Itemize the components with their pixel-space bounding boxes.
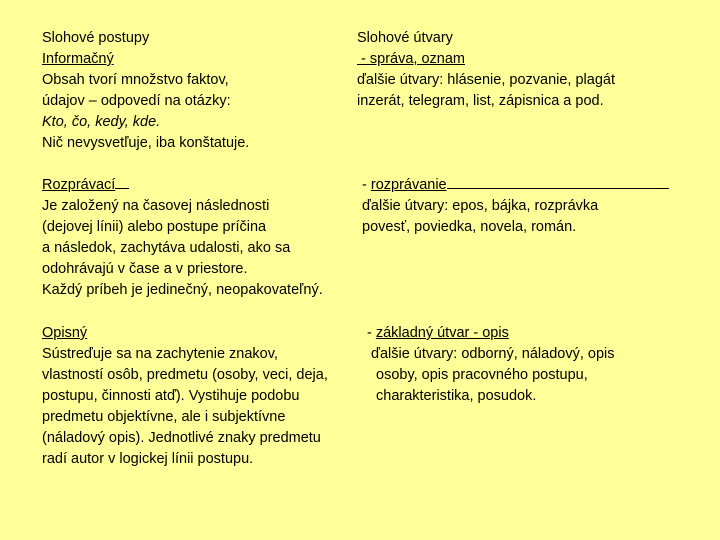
style-name-informative: Informačný (42, 51, 114, 67)
informative-style-block (42, 28, 249, 154)
other-forms-line: ďalšie útvary: hlásenie, pozvanie, plagát (357, 72, 615, 88)
description-line: odohrávajú v čase a v priestore. (42, 261, 248, 277)
other-forms-line: osoby, opis pracovného postupu, (376, 367, 588, 383)
description-line: predmetu objektívne, ale i subjektívne (42, 409, 286, 425)
description-line: (dejovej línii) alebo postupe príčina (42, 219, 267, 235)
informative-forms-block (357, 28, 615, 112)
style-name-descriptive: Opisný (42, 325, 88, 341)
description-line: Každý príbeh je jedinečný, neopakovateľný. (42, 282, 323, 298)
other-forms-line: charakteristika, posudok. (376, 388, 537, 404)
description-line: Sústreďuje sa na zachytenie znakov, (42, 346, 278, 362)
other-forms-line: povesť, poviedka, novela, román. (362, 219, 577, 235)
description-line: radí autor v logickej línii postupu. (42, 451, 254, 467)
other-forms-line: ďalšie útvary: odborný, náladový, opis (367, 346, 615, 362)
other-forms-line: ďalšie útvary: epos, bájka, rozprávka (362, 198, 599, 214)
form-name-line (357, 49, 615, 70)
form-name-narration: rozprávanie (370, 177, 447, 193)
descriptive-style-block (42, 323, 328, 470)
description-line: Je založený na časovej následnosti (42, 198, 270, 214)
other-forms-line: inzerát, telegram, list, zápisnica a pod. (357, 93, 604, 109)
description-line: postupu, činnosti atď). Vystihuje podobu (42, 388, 300, 404)
dash-prefix: - (367, 325, 376, 341)
dash-prefix: - (362, 177, 371, 193)
narrative-style-block (42, 175, 323, 301)
description-line: Obsah tvorí množstvo faktov, (42, 72, 229, 88)
style-name-line (42, 175, 323, 196)
description-line: a následok, zachytáva udalosti, ako sa (42, 240, 291, 256)
right-heading: Slohové útvary (357, 30, 453, 46)
form-name-line (367, 323, 615, 344)
description-line: údajov – odpovedí na otázky: (42, 93, 231, 109)
description-line: vlastností osôb, predmetu (osoby, veci, deja, (42, 367, 328, 383)
form-name-description: základný útvar - opis (375, 325, 509, 341)
underline-rule (447, 176, 669, 189)
description-line: Nič nevysvetľuje, iba konštatuje. (42, 135, 250, 151)
left-heading: Slohové postupy (42, 30, 150, 46)
descriptive-forms-block (367, 323, 615, 407)
style-name-narrative: Rozprávací (42, 177, 116, 193)
form-name-line (362, 175, 669, 196)
description-line: (náladový opis). Jednotlivé znaky predmetu (42, 430, 321, 446)
underline-rule (115, 176, 129, 189)
description-line-italic: Kto, čo, kedy, kde. (42, 114, 161, 130)
narrative-forms-block (362, 175, 669, 238)
form-name-report: - správa, oznam (357, 51, 465, 67)
